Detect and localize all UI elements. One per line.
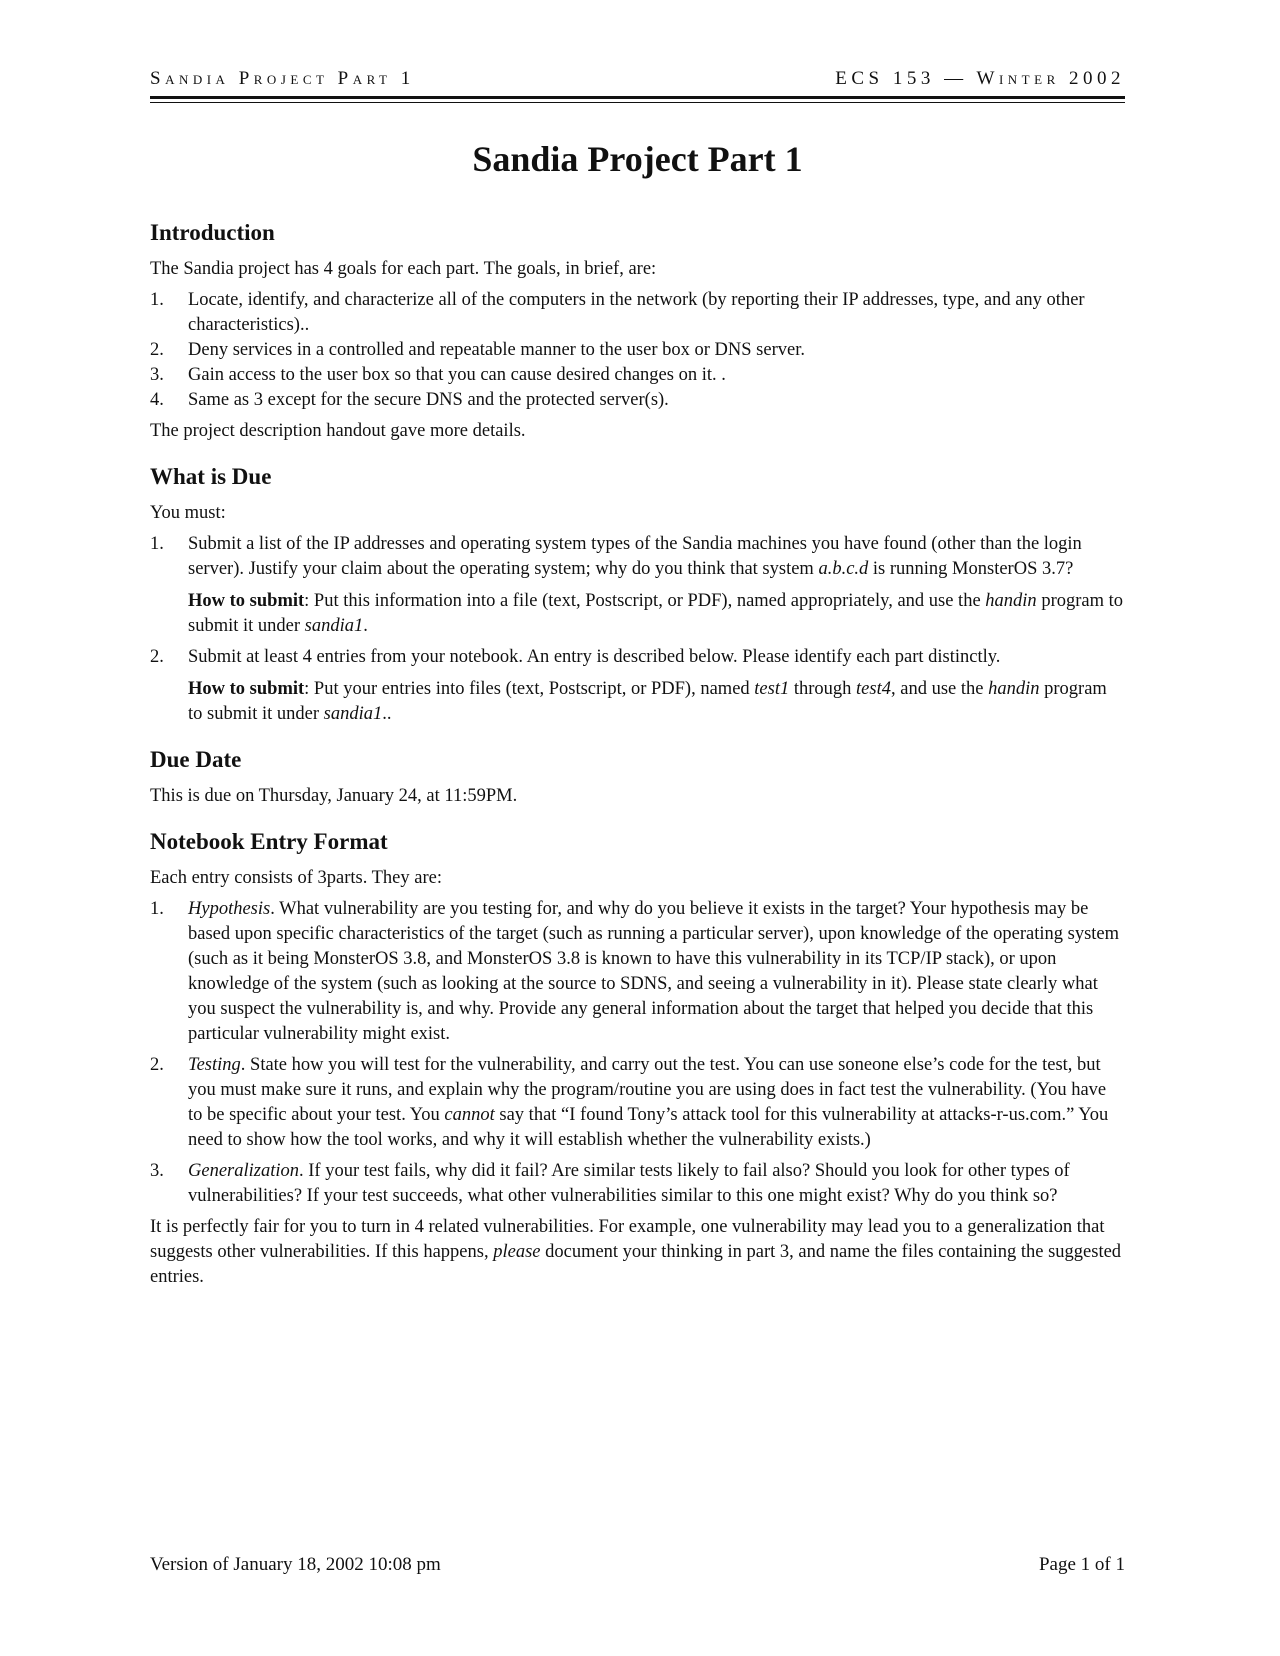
list-item: 1. Locate, identify, and characterize all of the computers in the network (by reporting their IP addresses, type, and any other characteristics).. — [150, 290, 1085, 335]
header-rule-thick — [150, 96, 1125, 99]
section-due-date — [150, 745, 1125, 809]
due-date-text: This is due on Thursday, January 24, at 11:59PM. — [150, 786, 518, 806]
notebook-closing: It is perfectly fair for you to turn in 4 related vulnerabilities. For example, one vulnerability may lead you to a generalization that suggests other vulnerabilities. If this happens, please document your thinking in part 3, and name the files containing the suggested entries. — [150, 1217, 1122, 1287]
footer-version: Version of January 18, 2002 10:08 pm — [150, 1554, 441, 1575]
header-right: ECS 153 — Winter 2002 — [835, 68, 1125, 89]
running-header — [150, 68, 1125, 90]
intro-heading: Introduction — [150, 220, 275, 245]
due-heading: What is Due — [150, 464, 272, 489]
goals-list — [150, 288, 1125, 413]
due-list — [150, 532, 1125, 727]
section-introduction — [150, 218, 1125, 444]
notebook-heading: Notebook Entry Format — [150, 829, 388, 854]
page-title: Sandia Project Part 1 — [472, 139, 803, 179]
intro-closing: The project description handout gave more details. — [150, 421, 526, 441]
list-item: 4. Same as 3 except for the secure DNS and the protected server(s). — [150, 390, 669, 410]
notebook-list — [150, 897, 1125, 1209]
header-rule-thin — [150, 102, 1125, 103]
intro-lead: The Sandia project has 4 goals for each part. The goals, in brief, are: — [150, 259, 657, 279]
notebook-lead: Each entry consists of 3parts. They are: — [150, 868, 442, 888]
how-to-submit: How to submit: Put this information into a file (text, Postscript, or PDF), named appropriately, and use the handin program to submit it under sandia1. — [188, 591, 1123, 636]
list-item: 2. Testing. State how you will test for the vulnerability, and carry out the test. You can use soneone else’s code for the test, but you must make sure it runs, and explain why the program/routine you are using does in fact test the vulnerability. (You have to be specific about your test. You cannot say that “I found Tony’s attack tool for this vulnerability at attacks-r-us.com.” You need to show how the tool works, and why it will establish whether the vulnerability exists.) — [150, 1055, 1109, 1150]
footer-page-number: Page 1 of 1 — [1038, 1554, 1125, 1575]
section-what-is-due — [150, 462, 1125, 727]
list-item: 2. Submit at least 4 entries from your notebook. An entry is described below. Please identify each part distinctly. How to submit: Put your entries into files (text, Postscript, or PDF), named test1 through test4, and use the handin program to submit it under sandia1.. — [150, 645, 1125, 727]
section-notebook-format — [150, 827, 1125, 1290]
page-footer — [150, 1554, 1125, 1576]
document-body — [150, 218, 1125, 1308]
header-left: Sandia Project Part 1 — [150, 68, 415, 89]
document-page — [150, 0, 1125, 1656]
list-item: 2. Deny services in a controlled and repeatable manner to the user box or DNS server. — [150, 340, 805, 360]
list-item: 1. Submit a list of the IP addresses and operating system types of the Sandia machines you have found (other than the login server). Justify your claim about the operating system; why do you think that system a.b.c.d is running MonsterOS 3.7? How to submit: Put this information into a file (text, Postscript, or PDF), named appropriately, and use the handin program to submit it under sandia1. — [150, 532, 1125, 639]
list-item: 3. Generalization. If your test fails, why did it fail? Are similar tests likely to fail also? Should you look for other types of vulnerabilities? If your test succeeds, what other vulnerabilities similar to this one might exist? Why do you think so? — [150, 1161, 1070, 1206]
how-to-submit: How to submit: Put your entries into files (text, Postscript, or PDF), named test1 through test4, and use the handin program to submit it under sandia1.. — [188, 679, 1107, 724]
due-lead: You must: — [150, 503, 226, 523]
list-item: 3. Gain access to the user box so that you can cause desired changes on it. . — [150, 365, 726, 385]
due-date-heading: Due Date — [150, 747, 242, 772]
list-item: 1. Hypothesis. What vulnerability are you testing for, and why do you believe it exists in the target? Your hypothesis may be based upon specific characteristics of the target (such as running a particular server), upon knowledge of the operating system (such as it being MonsterOS 3.8, and MonsterOS 3.8 is known to have this vulnerability in its TCP/IP stack), or upon knowledge of the system (such as looking at the source to SDNS, and seeing a vulnerability in it). Please state clearly what you suspect the vulnerability is, and why. Provide any general information about the target that helped you decide that this particular vulnerability might exist. — [150, 899, 1120, 1044]
